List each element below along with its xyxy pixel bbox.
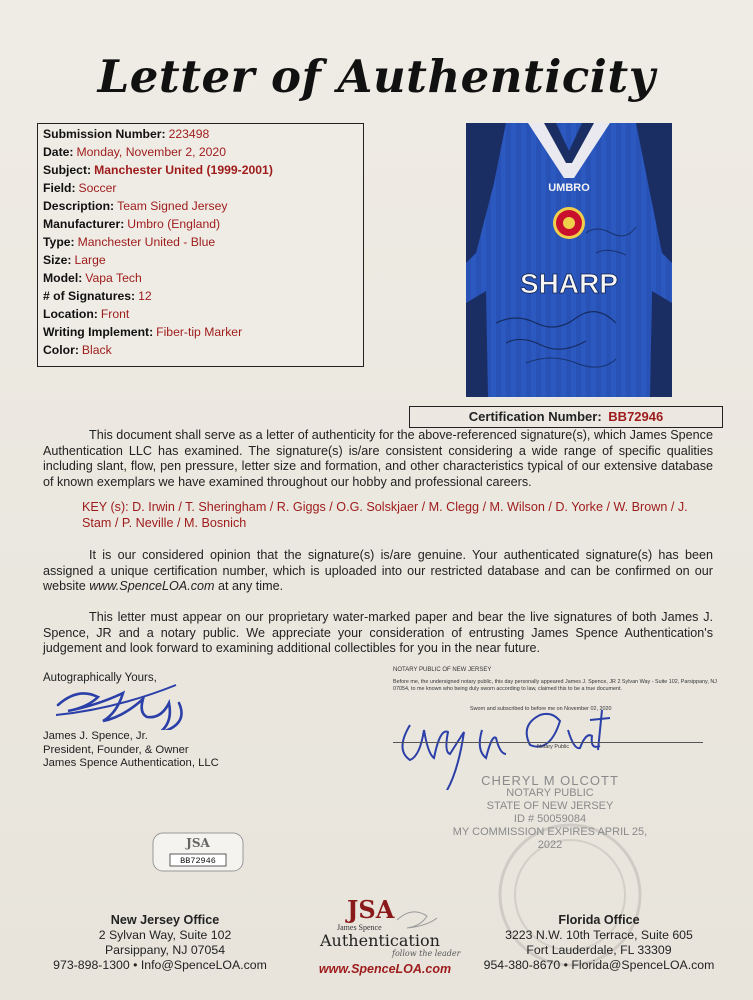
certification-number: BB72946 <box>608 409 664 424</box>
signatory-company: James Spence Authentication, LLC <box>43 757 219 769</box>
signatory-name: James J. Spence, Jr. <box>43 730 148 742</box>
detail-row: Writing Implement: Fiber-tip Marker <box>43 325 243 339</box>
website-link[interactable]: www.SpenceLOA.com <box>89 579 215 593</box>
signature-keys: KEY (s): D. Irwin / T. Sheringham / R. Giggs / O.G. Solskjaer / M. Clegg / M. Wilson / D. Yorke / W. Brown / J. Stam / P. Neville / M. Bosnich <box>82 500 688 530</box>
detail-row: Manufacturer: Umbro (England) <box>43 217 221 231</box>
notary-heading: NOTARY PUBLIC OF NEW JERSEY <box>393 667 492 673</box>
notary-signature-line <box>393 742 703 743</box>
notary-sworn: Sworn and subscribed to before me on November 02, 2020 <box>470 706 612 712</box>
jersey-sponsor: SHARP <box>519 268 619 299</box>
signatory-block <box>43 730 219 771</box>
spence-signature <box>50 675 200 730</box>
detail-row: Subject: Manchester United (1999-2001) <box>43 163 273 177</box>
paragraph-paper: This letter must appear on our proprietary water-marked paper and bear the live signatures of both James J. Spence, JR and a notary public. We appreciate your consideration of entrusting James Spence Authentication's judgement and look forward to examining additional collectibles for you in the near future. <box>43 610 713 655</box>
paragraph-opinion: It is our considered opinion that the signature(s) is/are genuine. Your authenticated signature(s) has been assigned a unique certification number, which is uploaded into our restricted database and can be confirmed on our website www.SpenceLOA.com at any time. <box>43 548 713 593</box>
detail-row: Size: Large <box>43 253 106 267</box>
closing: Autographically Yours, <box>43 672 157 684</box>
logo-jsa: JSA <box>347 895 395 924</box>
page-title: Letter of Authenticity <box>97 50 656 103</box>
jersey-brand: UMBRO <box>548 182 590 194</box>
logo-tagline: follow the leader <box>392 949 461 958</box>
notary-statement: Before me, the undersigned notary public, this day personally appeared James J. Spence, JR 2 Sylvan Way - Suite 102, Parsippany, NJ 07054, to me known who being duly sworn according to law, claimed this to be a true document. <box>393 679 717 692</box>
signatory-role: President, Founder, & Owner <box>43 743 189 756</box>
fl-office: Florida Office 3223 N.W. 10th Terrace, Suite 605 Fort Lauderdale, FL 33309 954-380-8670 • Florida@SpenceLOA.com <box>483 913 715 972</box>
details-box <box>37 123 364 367</box>
footer-website[interactable]: www.SpenceLOA.com <box>318 962 452 976</box>
detail-row: Type: Manchester United - Blue <box>43 235 216 249</box>
nj-office: New Jersey Office 2 Sylvan Way, Suite 102 Parsippany, NJ 07054 973-898-1300 • Info@SpenceLOA.com <box>53 913 267 972</box>
logo-james-spence: James Spence <box>337 923 382 932</box>
detail-row: Submission Number: 223498 <box>43 127 210 141</box>
detail-row: Location: Front <box>43 307 130 321</box>
jersey-photo <box>466 123 672 397</box>
sticker-brand: JSA <box>186 836 210 850</box>
notary-public-label: Notary Public <box>537 744 570 750</box>
sticker-number: BB72946 <box>180 856 216 866</box>
detail-row: Description: Team Signed Jersey <box>43 199 228 213</box>
notary-stamp-name: CHERYL M OLCOTT <box>481 773 619 788</box>
jsa-hologram-sticker <box>152 832 244 872</box>
paragraph-examination: This document shall serve as a letter of authenticity for the above-referenced signature(s), which James Spence Authentication LLC has examined. The signature(s) is/are consistent considering a wide range of specific qualities including slant, flow, pen pressure, letter size and formation, and other characteristics typical of our extensive database of known exemplars we have examined throughout our hobby and professional careers. <box>43 428 713 489</box>
detail-row: # of Signatures: 12 <box>43 289 152 303</box>
detail-row: Model: Vapa Tech <box>43 271 142 285</box>
certification-number-box: Certification Number: BB72946 <box>409 406 723 428</box>
detail-row: Color: Black <box>43 343 112 357</box>
detail-row: Date: Monday, November 2, 2020 <box>43 145 226 159</box>
logo-authentication: Authentication <box>320 931 440 950</box>
notary-stamp: CHERYL M OLCOTT NOTARY PUBLIC STATE OF NEW JERSEY ID # 50059084 MY COMMISSION EXPIRES APRIL 25, 2022 <box>440 774 660 852</box>
detail-row: Field: Soccer <box>43 181 117 195</box>
